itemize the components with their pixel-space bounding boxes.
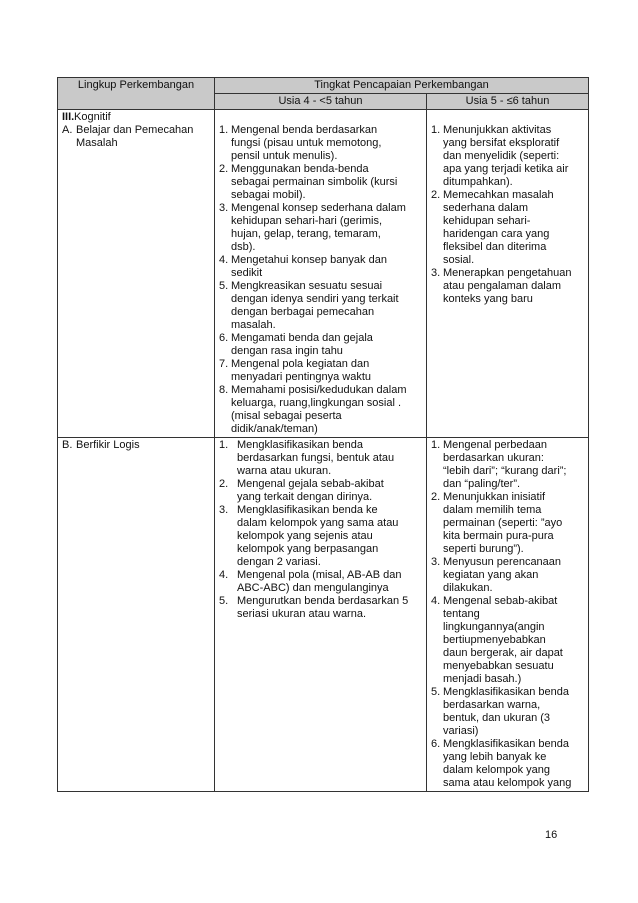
item-number: 3. [219, 202, 229, 214]
item-number: 2. [219, 163, 229, 175]
header-age-5-6: Usia 5 - ≤6 tahun [427, 94, 589, 110]
item-text: Mengklasifikasikan benda yang lebih banyak ke dalam kelompok yang sama atau kelompok yang [443, 738, 572, 789]
list-item [431, 686, 584, 738]
item-text: Memecahkan masalah sederhana dalam kehidupan sehari- haridengan cara yang fleksibel dan diterima sosial. [443, 189, 554, 266]
item-text: Menunjukkan aktivitas yang bersifat eksploratif dan menyelidik (seperti: apa yang terjadi ketika air ditumpahkan). [443, 124, 569, 188]
item-text: Mengetahui konsep banyak dan sedikit [231, 254, 387, 279]
item-text: Memahami posisi/kedudukan dalam keluarga, ruang,lingkungan sosial . (misal sebagai peserta didik/anak/teman) [231, 384, 407, 435]
scope-cell [58, 438, 215, 792]
scope-cell [58, 110, 215, 438]
age-a-cell [215, 438, 427, 792]
table-row [58, 438, 589, 792]
item-number: 5. [431, 686, 441, 698]
item-number: 2. [431, 491, 441, 503]
section-title: Kognitif [74, 111, 111, 123]
item-number: 8. [219, 384, 229, 396]
item-number: 4. [219, 254, 229, 266]
list-item [219, 332, 422, 358]
list-item [219, 358, 422, 384]
development-table [57, 77, 589, 792]
list-item [219, 569, 422, 595]
age-b-cell [427, 438, 589, 792]
item-text: Mengenal gejala sebab-akibat yang terkait dengan dirinya. [237, 478, 384, 503]
list-item [431, 267, 584, 306]
section-roman: III. [62, 111, 75, 123]
age-b-cell [427, 110, 589, 438]
list-item [431, 124, 584, 189]
item-text: Menunjukkan inisiatif dalam memilih tema permainan (seperti: ”ayo kita bermain pura-pura seperti burung”). [443, 491, 563, 555]
age-a-list [219, 439, 422, 621]
age-a-cell [215, 110, 427, 438]
item-text: Mengenal sebab-akibat tentang lingkungannya(angin bertiupmenyebabkan daun bergerak, air dapat menyebabkan sesuatu menjadi basah.) [443, 595, 563, 685]
item-text: Mengenal pola kegiatan dan menyadari pentingnya waktu [231, 358, 372, 383]
item-text: Mengenal pola (misal, AB-AB dan ABC-ABC) dan mengulanginya [237, 569, 402, 594]
list-item [431, 556, 584, 595]
list-item [219, 384, 422, 436]
item-number: 1. [431, 124, 441, 136]
age-b-list [431, 124, 584, 306]
item-text: Menyusun perencanaan kegiatan yang akan dilakukan. [443, 556, 562, 594]
item-text: Mengklasifikasikan benda ke dalam kelompok yang sama atau kelompok yang sejenis atau kelompok yang berpasangan dengan 2 variasi. [237, 504, 399, 568]
item-number: 5. [219, 280, 229, 292]
item-number: 3. [431, 267, 441, 279]
list-item [219, 280, 422, 332]
table-row [58, 110, 589, 438]
item-text: Menerapkan pengetahuan atau pengalaman dalam konteks yang baru [443, 267, 572, 305]
item-text: Menggunakan benda-benda sebagai permainan simbolik (kursi sebagai mobil). [231, 163, 398, 201]
item-number: 7. [219, 358, 229, 370]
age-b-list [431, 439, 584, 790]
list-item [219, 504, 422, 569]
subsection-letter: A. [62, 124, 73, 136]
list-item [431, 189, 584, 267]
item-text: Mengkreasikan sesuatu sesuai dengan idenya sendiri yang terkait dengan berbagai pemecahan masalah. [231, 280, 399, 331]
age-a-list [219, 124, 422, 436]
section-heading [62, 111, 210, 124]
list-item [219, 163, 422, 202]
item-number: 5. [219, 595, 229, 607]
table-header-row [58, 78, 589, 94]
item-number: 2. [431, 189, 441, 201]
header-age-4-5: Usia 4 - <5 tahun [215, 94, 427, 110]
subsection-title: Belajar dan Pemecahan Masalah [76, 124, 194, 149]
item-number: 1. [219, 124, 229, 136]
subsection-title: Berfikir Logis [76, 439, 140, 451]
item-number: 3. [219, 504, 229, 516]
item-number: 2. [219, 478, 229, 490]
header-achievement: Tingkat Pencapaian Perkembangan [215, 78, 589, 94]
list-item [219, 478, 422, 504]
list-item [431, 738, 584, 790]
list-item [219, 124, 422, 163]
list-item [219, 439, 422, 478]
item-number: 6. [219, 332, 229, 344]
item-text: Mengklasifikasikan benda berdasarkan fungsi, bentuk atau warna atau ukuran. [237, 439, 395, 477]
subsection-heading [62, 124, 210, 150]
list-item [431, 491, 584, 556]
item-number: 4. [219, 569, 229, 581]
item-number: 1. [219, 439, 229, 451]
list-item [219, 202, 422, 254]
item-number: 6. [431, 738, 441, 750]
subsection-heading [62, 439, 210, 452]
item-text: Mengamati benda dan gejala dengan rasa ingin tahu [231, 332, 373, 357]
item-number: 3. [431, 556, 441, 568]
page-number: 16 [545, 829, 558, 841]
item-number: 4. [431, 595, 441, 607]
list-item [431, 595, 584, 686]
list-item [219, 595, 422, 621]
item-text: Mengurutkan benda berdasarkan 5 seriasi ukuran atau warna. [237, 595, 409, 620]
item-text: Mengenal konsep sederhana dalam kehidupan sehari-hari (gerimis, hujan, gelap, terang, temaram, dsb). [231, 202, 406, 253]
item-number: 1. [431, 439, 441, 451]
item-text: Mengenal benda berdasarkan fungsi (pisau untuk memotong, pensil untuk menulis). [231, 124, 382, 162]
list-item [219, 254, 422, 280]
list-item [431, 439, 584, 491]
subsection-letter: B. [62, 439, 73, 451]
header-scope: Lingkup Perkembangan [58, 78, 215, 110]
item-text: Mengklasifikasikan benda berdasarkan warna, bentuk, dan ukuran (3 variasi) [443, 686, 569, 737]
item-text: Mengenal perbedaan berdasarkan ukuran: “lebih dari”; “kurang dari”; dan “paling/ter”. [443, 439, 567, 490]
